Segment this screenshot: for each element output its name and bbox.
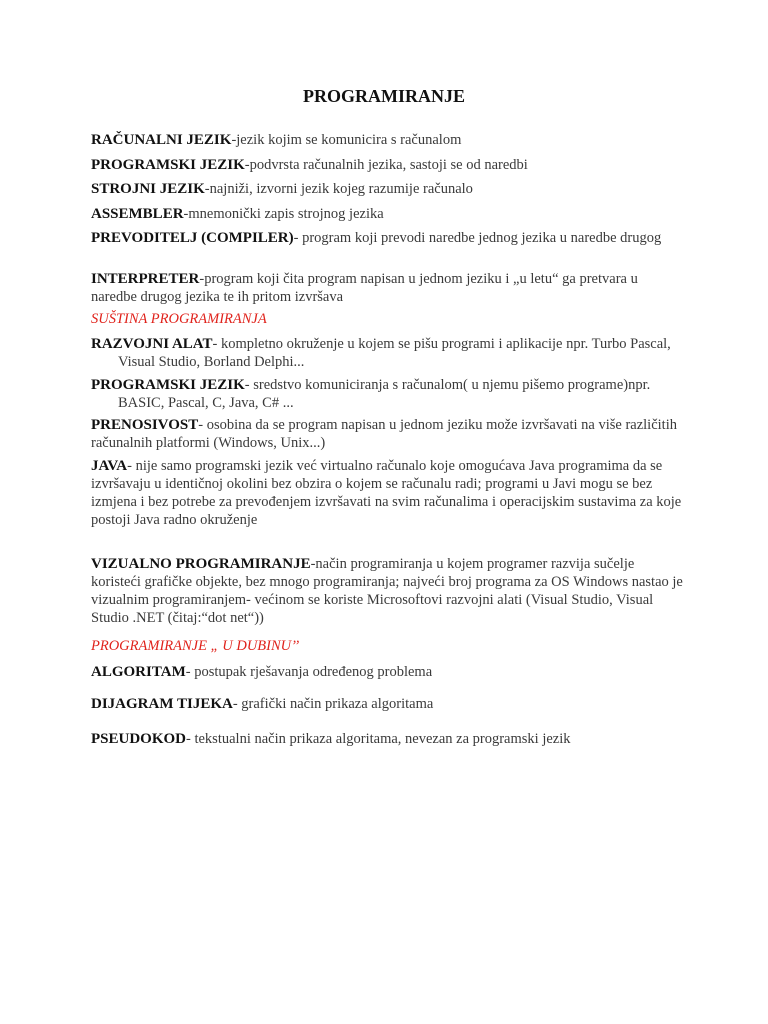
section-heading-sustina: SUŠTINA PROGRAMIRANJA: [91, 311, 267, 327]
definition-text: - grafički način prikaza algoritama: [232, 696, 434, 712]
definition-text: -jezik kojim se komunicira s računalom: [231, 132, 462, 148]
definition-programski-jezik-2: [91, 376, 683, 412]
definition-term: PROGRAMSKI JEZIK: [91, 377, 245, 393]
definition-text: - sredstvo komuniciranja s računalom( u njemu pišemo programe)npr. BASIC, Pascal, C, Java, C# ...: [118, 377, 651, 411]
definition-prevoditelj: [91, 229, 683, 247]
definition-text: -najniži, izvorni jezik kojeg razumije računalo: [204, 181, 473, 197]
definition-text: - tekstualni način prikaza algoritama, nevezan za programski jezik: [186, 731, 571, 747]
definition-term: ALGORITAM: [91, 664, 186, 680]
definition-text: - nije samo programski jezik već virtualno računalo koje omogućava Java programima da se izvršavaju u identičnoj okolini bez obzira o kojem se računalu radi; programi u Javi mogu se bez izmjena i bez potrebe za prevođenjem izvršavati na svim računalima i operacijskim sustavima za koje postoji Java radno okruženje: [91, 458, 682, 528]
definition-text: -način programiranja u kojem programer razvija sučelje koristeći grafičke objekte, bez mnogo programiranja; najveći broj programa za OS Windows nastao je vizualnim programiranjem- većinom se koriste Microsoftovi razvojni alati (Visual Studio, Visual Studio .NET (čitaj:“dot net“)): [91, 556, 683, 626]
definition-assembler: [91, 205, 683, 223]
definition-term: INTERPRETER: [91, 271, 200, 287]
definition-term: RAZVOJNI ALAT: [91, 336, 213, 352]
definition-term: RAČUNALNI JEZIK: [91, 132, 232, 148]
definition-algoritam: [91, 663, 683, 681]
definition-strojni-jezik: [91, 180, 683, 198]
definition-razvojni-alat: [91, 335, 683, 371]
definition-text: - kompletno okruženje u kojem se pišu programi i aplikacije npr. Turbo Pascal, Visual Studio, Borland Delphi...: [118, 336, 671, 370]
definition-text: -program koji čita program napisan u jednom jeziku i „u letu“ ga pretvara u naredbe drugog jezika te ih pritom izvršava: [91, 271, 638, 305]
definition-text: - program koji prevodi naredbe jednog jezika u naredbe drugog: [293, 230, 662, 246]
definition-text: - postupak rješavanja određenog problema: [185, 664, 433, 680]
definition-interpreter: [91, 270, 683, 306]
definition-java: [91, 457, 683, 529]
page-title: PROGRAMIRANJE: [303, 86, 465, 106]
definition-programski-jezik: [91, 156, 683, 174]
definition-prenosivost: [91, 416, 683, 452]
definition-term: PSEUDOKOD: [91, 731, 187, 747]
section-heading-u-dubinu: PROGRAMIRANJE „ U DUBINU’’: [91, 638, 300, 654]
definition-term: STROJNI JEZIK: [91, 181, 205, 197]
definition-term: PRENOSIVOST: [91, 417, 199, 433]
definition-text: -mnemonički zapis strojnog jezika: [183, 206, 384, 222]
definition-term: VIZUALNO PROGRAMIRANJE: [91, 556, 311, 572]
definition-text: - osobina da se program napisan u jednom jeziku može izvršavati na više različitih računalnih platformi (Windows, Unix...): [91, 417, 677, 451]
definition-term: JAVA: [91, 458, 128, 474]
definition-racunalni-jezik: [91, 131, 683, 149]
definition-term: ASSEMBLER: [91, 206, 184, 222]
definition-vizualno-programiranje: [91, 555, 683, 627]
definition-term: DIJAGRAM TIJEKA: [91, 696, 233, 712]
definition-dijagram-tijeka: [91, 695, 683, 713]
definition-term: PROGRAMSKI JEZIK: [91, 157, 245, 173]
definition-term: PREVODITELJ (COMPILER): [91, 230, 294, 246]
definition-text: -podvrsta računalnih jezika, sastoji se od naredbi: [244, 157, 528, 173]
definition-pseudokod: [91, 730, 683, 748]
